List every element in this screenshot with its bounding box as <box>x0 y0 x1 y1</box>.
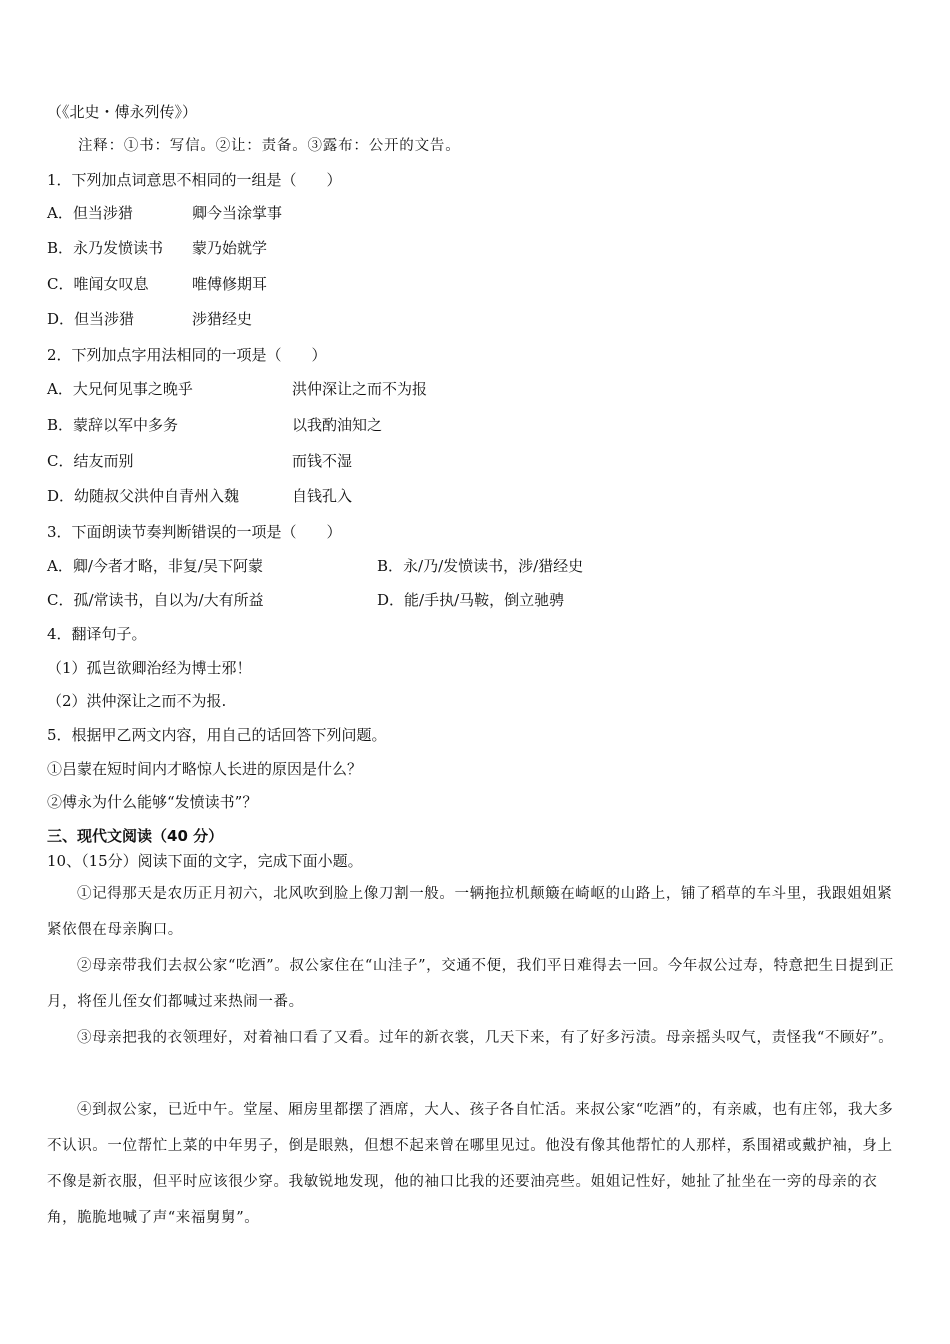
q5-item-2: ②傅永为什么能够“发愤读书”？ <box>47 793 258 811</box>
paragraph-1-text: ①记得那天是农历正月初六，北风吹到脸上像刀割一般。一辆拖拉机颠簸在崎岖的山路上，铺了稻草的车斗里，我跟姐姐紧紧依偎在母亲胸口。 <box>47 886 893 938</box>
paragraph-2 <box>47 948 907 1020</box>
q3-option-d: D．能/手执/马鞍，倒立驰骋 <box>377 591 565 609</box>
q2-option-b-right: 以我酌油知之 <box>292 416 383 434</box>
section-heading: 三、现代文阅读（40 分） <box>47 827 224 845</box>
q2-option-c-right: 而钱不湿 <box>292 452 353 470</box>
q1-option-b-right: 蒙乃始就学 <box>192 239 268 257</box>
source-citation: （《北史・傅永列传》） <box>47 103 198 121</box>
q4-stem: 4．翻译句子。 <box>47 625 147 643</box>
q2-option-d: D．幼随叔父洪仲自青州入魏 <box>47 487 240 505</box>
annotation-note: 注释：①书：写信。②让：责备。③露布：公开的文告。 <box>78 138 461 154</box>
q3-option-a: A．卿/今者才略，非复/吴下阿蒙 <box>47 557 263 575</box>
q4-item-2: （2）洪仲深让之而不为报. <box>47 692 227 710</box>
q3-option-c: C．孤/常读书，自以为/大有所益 <box>47 591 264 609</box>
q1-option-c-right: 唯傅修期耳 <box>192 275 268 293</box>
paragraph-3-text: ③母亲把我的衣领理好，对着袖口看了又看。过年的新衣裳，几天下来，有了好多污渍。母亲摇头叹气，责怪我“不顾好”。 <box>77 1030 894 1046</box>
paragraph-4-text: ④到叔公家，已近中午。堂屋、厢房里都摆了酒席，大人、孩子各自忙活。来叔公家“吃酒”的，有亲戚，也有庄邻，我大多不认识。一位帮忙上菜的中年男子，倒是眼熟，但想不起来曾在哪里见过。他没有像其他帮忙的人那样，系围裙或戴护袖，身上不像是新衣服，但平时应该很少穿。我敏锐地发现，他的袖口比我的还要油亮些。姐姐记性好，她扯了扯坐在一旁的母亲的衣角，脆脆地喊了声“来福舅舅”。 <box>47 1102 894 1226</box>
q1-option-a: A．但当涉猎 <box>47 204 133 222</box>
q1-option-a-right: 卿今当涂掌事 <box>192 204 283 222</box>
q1-option-b: B．永乃发愤读书 <box>47 239 164 257</box>
q1-stem: 1．下列加点词意思不相同的一组是（ ） <box>47 171 342 189</box>
q5-stem: 5．根据甲乙两文内容，用自己的话回答下列问题。 <box>47 726 387 744</box>
q1-option-d: D．但当涉猎 <box>47 310 135 328</box>
paragraph-3 <box>47 1020 907 1056</box>
q1-option-c: C．唯闻女叹息 <box>47 275 149 293</box>
q4-item-1: （1）孤岂欲卿治经为博士邪！ <box>47 659 252 677</box>
section-task: 10、（15分）阅读下面的文字，完成下面小题。 <box>47 852 363 870</box>
q2-option-b: B．蒙辞以军中多务 <box>47 416 179 434</box>
q1-option-d-right: 涉猎经史 <box>192 310 253 328</box>
q3-option-b: B．永/乃/发愤读书，涉/猎经史 <box>377 557 584 575</box>
q5-item-1: ①吕蒙在短时间内才略惊人长进的原因是什么？ <box>47 760 363 778</box>
q2-option-a: A．大兄何见事之晚乎 <box>47 380 193 398</box>
q3-stem: 3．下面朗读节奏判断错误的一项是（ ） <box>47 523 342 541</box>
q2-option-a-right: 洪仲深让之而不为报 <box>292 380 428 398</box>
paragraph-2-text: ②母亲带我们去叔公家“吃酒”。叔公家住在“山洼子”，交通不便，我们平日难得去一回。今年叔公过寿，特意把生日提到正月，将侄儿侄女们都喊过来热闹一番。 <box>47 958 895 1010</box>
paragraph-1 <box>47 876 907 948</box>
q2-option-d-right: 自钱孔入 <box>292 487 353 505</box>
q2-stem: 2．下列加点字用法相同的一项是（ ） <box>47 346 327 364</box>
q2-option-c: C．结友而别 <box>47 452 134 470</box>
paragraph-4 <box>47 1092 907 1236</box>
